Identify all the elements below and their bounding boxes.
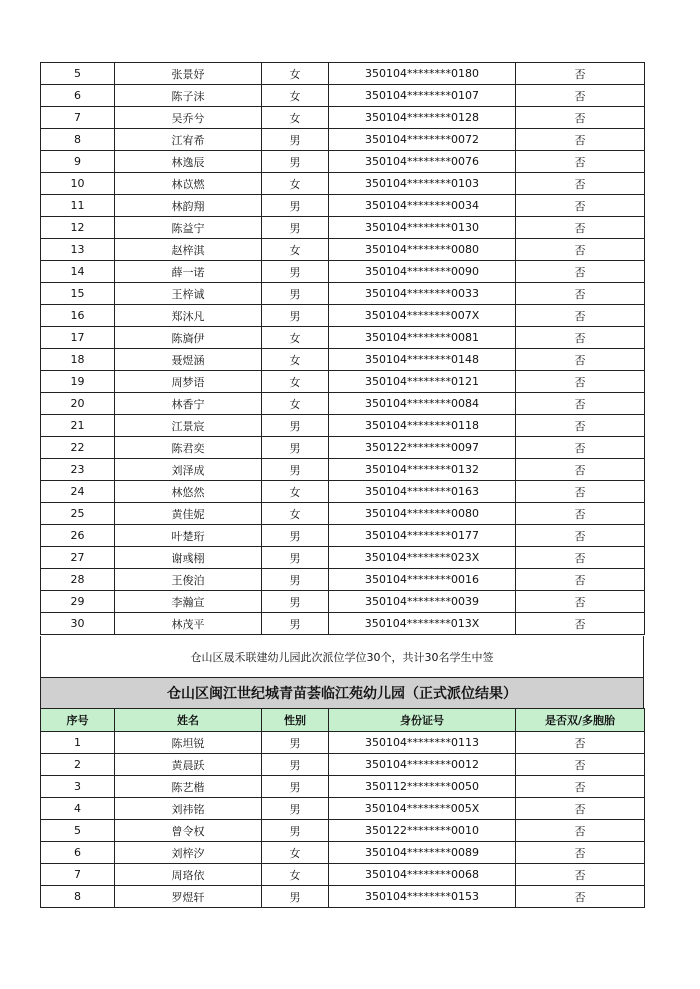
cell-no: 1 bbox=[41, 732, 115, 754]
cell-gender: 男 bbox=[262, 798, 329, 820]
cell-gender: 男 bbox=[262, 886, 329, 908]
cell-twins: 否 bbox=[516, 129, 645, 151]
cell-id: 350104********0107 bbox=[329, 85, 516, 107]
cell-name: 林香宁 bbox=[115, 393, 262, 415]
cell-twins: 否 bbox=[516, 371, 645, 393]
cell-no: 30 bbox=[41, 613, 115, 635]
cell-twins: 否 bbox=[516, 481, 645, 503]
cell-gender: 男 bbox=[262, 525, 329, 547]
cell-name: 陈益宁 bbox=[115, 217, 262, 239]
cell-id: 350104********0039 bbox=[329, 591, 516, 613]
cell-id: 350104********0090 bbox=[329, 261, 516, 283]
cell-name: 林逸辰 bbox=[115, 151, 262, 173]
cell-gender: 女 bbox=[262, 327, 329, 349]
cell-twins: 否 bbox=[516, 525, 645, 547]
cell-twins: 否 bbox=[516, 776, 645, 798]
cell-gender: 女 bbox=[262, 63, 329, 85]
cell-gender: 男 bbox=[262, 261, 329, 283]
table-row bbox=[41, 525, 645, 547]
cell-twins: 否 bbox=[516, 283, 645, 305]
cell-no: 23 bbox=[41, 459, 115, 481]
cell-no: 14 bbox=[41, 261, 115, 283]
table-row bbox=[41, 776, 645, 798]
cell-name: 聂煜涵 bbox=[115, 349, 262, 371]
cell-name: 陈君奕 bbox=[115, 437, 262, 459]
section-title: 仓山区闽江世纪城青苗荟临江苑幼儿园（正式派位结果） bbox=[40, 678, 644, 709]
table-row bbox=[41, 864, 645, 886]
cell-name: 刘祎铭 bbox=[115, 798, 262, 820]
cell-no: 8 bbox=[41, 886, 115, 908]
cell-gender: 男 bbox=[262, 129, 329, 151]
cell-twins: 否 bbox=[516, 195, 645, 217]
cell-twins: 否 bbox=[516, 459, 645, 481]
quota-note: 仓山区晟禾联建幼儿园此次派位学位30个，共计30名学生中签 bbox=[40, 636, 644, 678]
cell-name: 周梦语 bbox=[115, 371, 262, 393]
table-row bbox=[41, 503, 645, 525]
cell-id: 350104********0084 bbox=[329, 393, 516, 415]
cell-no: 16 bbox=[41, 305, 115, 327]
cell-name: 王俊泊 bbox=[115, 569, 262, 591]
results-table-new bbox=[40, 708, 645, 908]
cell-id: 350104********0016 bbox=[329, 569, 516, 591]
cell-twins: 否 bbox=[516, 107, 645, 129]
cell-name: 林茂平 bbox=[115, 613, 262, 635]
cell-no: 20 bbox=[41, 393, 115, 415]
table-row bbox=[41, 569, 645, 591]
header-gender: 性别 bbox=[262, 709, 329, 732]
cell-no: 6 bbox=[41, 85, 115, 107]
cell-no: 6 bbox=[41, 842, 115, 864]
table-row bbox=[41, 820, 645, 842]
cell-gender: 男 bbox=[262, 217, 329, 239]
cell-no: 28 bbox=[41, 569, 115, 591]
cell-gender: 女 bbox=[262, 85, 329, 107]
cell-gender: 男 bbox=[262, 754, 329, 776]
cell-id: 350104********0121 bbox=[329, 371, 516, 393]
cell-id: 350104********0089 bbox=[329, 842, 516, 864]
table-row bbox=[41, 886, 645, 908]
cell-id: 350122********0097 bbox=[329, 437, 516, 459]
table-header-row bbox=[41, 709, 645, 732]
cell-twins: 否 bbox=[516, 327, 645, 349]
cell-no: 27 bbox=[41, 547, 115, 569]
table-row bbox=[41, 798, 645, 820]
cell-gender: 女 bbox=[262, 481, 329, 503]
cell-name: 李瀚宣 bbox=[115, 591, 262, 613]
table-row bbox=[41, 732, 645, 754]
cell-gender: 女 bbox=[262, 393, 329, 415]
cell-twins: 否 bbox=[516, 173, 645, 195]
cell-id: 350104********0033 bbox=[329, 283, 516, 305]
cell-id: 350104********023X bbox=[329, 547, 516, 569]
table-row bbox=[41, 371, 645, 393]
cell-name: 刘梓汐 bbox=[115, 842, 262, 864]
cell-twins: 否 bbox=[516, 820, 645, 842]
cell-name: 陈旖伊 bbox=[115, 327, 262, 349]
table-row bbox=[41, 591, 645, 613]
cell-no: 3 bbox=[41, 776, 115, 798]
cell-no: 4 bbox=[41, 798, 115, 820]
cell-gender: 男 bbox=[262, 415, 329, 437]
cell-gender: 男 bbox=[262, 195, 329, 217]
cell-gender: 女 bbox=[262, 107, 329, 129]
cell-gender: 男 bbox=[262, 613, 329, 635]
header-id: 身份证号 bbox=[329, 709, 516, 732]
cell-no: 22 bbox=[41, 437, 115, 459]
table-row bbox=[41, 217, 645, 239]
table-row bbox=[41, 415, 645, 437]
cell-id: 350104********0118 bbox=[329, 415, 516, 437]
table-row bbox=[41, 754, 645, 776]
cell-id: 350104********0153 bbox=[329, 886, 516, 908]
cell-name: 陈坦锐 bbox=[115, 732, 262, 754]
table-row bbox=[41, 261, 645, 283]
cell-no: 24 bbox=[41, 481, 115, 503]
table-row bbox=[41, 481, 645, 503]
cell-twins: 否 bbox=[516, 85, 645, 107]
cell-id: 350104********0130 bbox=[329, 217, 516, 239]
cell-id: 350104********0081 bbox=[329, 327, 516, 349]
cell-no: 26 bbox=[41, 525, 115, 547]
cell-name: 吴乔兮 bbox=[115, 107, 262, 129]
cell-twins: 否 bbox=[516, 503, 645, 525]
cell-id: 350104********0080 bbox=[329, 503, 516, 525]
cell-name: 周珞依 bbox=[115, 864, 262, 886]
table-row bbox=[41, 129, 645, 151]
cell-name: 郑沐凡 bbox=[115, 305, 262, 327]
table-row bbox=[41, 305, 645, 327]
table-row bbox=[41, 349, 645, 371]
table-row bbox=[41, 327, 645, 349]
cell-gender: 女 bbox=[262, 239, 329, 261]
cell-twins: 否 bbox=[516, 261, 645, 283]
cell-no: 7 bbox=[41, 864, 115, 886]
results-table-continued bbox=[40, 62, 645, 635]
cell-name: 陈子沫 bbox=[115, 85, 262, 107]
cell-gender: 男 bbox=[262, 732, 329, 754]
cell-twins: 否 bbox=[516, 151, 645, 173]
cell-no: 9 bbox=[41, 151, 115, 173]
cell-name: 林韵翔 bbox=[115, 195, 262, 217]
table-row bbox=[41, 459, 645, 481]
cell-no: 21 bbox=[41, 415, 115, 437]
cell-twins: 否 bbox=[516, 886, 645, 908]
cell-gender: 女 bbox=[262, 503, 329, 525]
cell-gender: 男 bbox=[262, 547, 329, 569]
table-row bbox=[41, 151, 645, 173]
cell-name: 陈艺楷 bbox=[115, 776, 262, 798]
cell-id: 350112********0050 bbox=[329, 776, 516, 798]
table-row bbox=[41, 107, 645, 129]
cell-twins: 否 bbox=[516, 613, 645, 635]
cell-no: 5 bbox=[41, 820, 115, 842]
cell-id: 350104********013X bbox=[329, 613, 516, 635]
table-row bbox=[41, 613, 645, 635]
table-row bbox=[41, 63, 645, 85]
cell-id: 350104********005X bbox=[329, 798, 516, 820]
cell-name: 王梓诚 bbox=[115, 283, 262, 305]
header-name: 姓名 bbox=[115, 709, 262, 732]
cell-id: 350104********0103 bbox=[329, 173, 516, 195]
cell-id: 350104********0034 bbox=[329, 195, 516, 217]
cell-gender: 女 bbox=[262, 864, 329, 886]
cell-no: 2 bbox=[41, 754, 115, 776]
cell-id: 350104********0132 bbox=[329, 459, 516, 481]
cell-name: 曾令权 bbox=[115, 820, 262, 842]
cell-no: 18 bbox=[41, 349, 115, 371]
cell-name: 谢彧栩 bbox=[115, 547, 262, 569]
cell-gender: 男 bbox=[262, 459, 329, 481]
cell-id: 350104********0080 bbox=[329, 239, 516, 261]
cell-id: 350104********0180 bbox=[329, 63, 516, 85]
cell-name: 林悠然 bbox=[115, 481, 262, 503]
cell-twins: 否 bbox=[516, 415, 645, 437]
cell-twins: 否 bbox=[516, 864, 645, 886]
cell-name: 刘泽成 bbox=[115, 459, 262, 481]
cell-gender: 男 bbox=[262, 283, 329, 305]
cell-gender: 女 bbox=[262, 842, 329, 864]
results-table-body bbox=[41, 732, 645, 908]
cell-twins: 否 bbox=[516, 349, 645, 371]
cell-id: 350104********0177 bbox=[329, 525, 516, 547]
cell-gender: 男 bbox=[262, 151, 329, 173]
cell-id: 350104********0076 bbox=[329, 151, 516, 173]
cell-no: 13 bbox=[41, 239, 115, 261]
cell-twins: 否 bbox=[516, 393, 645, 415]
cell-id: 350104********0128 bbox=[329, 107, 516, 129]
cell-twins: 否 bbox=[516, 547, 645, 569]
table-row bbox=[41, 195, 645, 217]
table-row bbox=[41, 85, 645, 107]
cell-twins: 否 bbox=[516, 732, 645, 754]
cell-name: 江景宸 bbox=[115, 415, 262, 437]
cell-no: 5 bbox=[41, 63, 115, 85]
results-table-body bbox=[41, 63, 645, 635]
cell-gender: 男 bbox=[262, 776, 329, 798]
cell-gender: 男 bbox=[262, 569, 329, 591]
cell-id: 350104********0148 bbox=[329, 349, 516, 371]
cell-gender: 女 bbox=[262, 349, 329, 371]
cell-twins: 否 bbox=[516, 305, 645, 327]
cell-no: 25 bbox=[41, 503, 115, 525]
cell-id: 350104********0068 bbox=[329, 864, 516, 886]
cell-twins: 否 bbox=[516, 754, 645, 776]
cell-no: 12 bbox=[41, 217, 115, 239]
cell-gender: 女 bbox=[262, 371, 329, 393]
table-row bbox=[41, 239, 645, 261]
cell-gender: 女 bbox=[262, 173, 329, 195]
cell-gender: 男 bbox=[262, 437, 329, 459]
cell-id: 350104********0163 bbox=[329, 481, 516, 503]
table-row bbox=[41, 547, 645, 569]
cell-name: 叶楚珩 bbox=[115, 525, 262, 547]
cell-twins: 否 bbox=[516, 842, 645, 864]
cell-name: 黄佳妮 bbox=[115, 503, 262, 525]
cell-name: 林苡燃 bbox=[115, 173, 262, 195]
cell-twins: 否 bbox=[516, 591, 645, 613]
cell-id: 350104********0113 bbox=[329, 732, 516, 754]
cell-name: 黄晨跃 bbox=[115, 754, 262, 776]
cell-id: 350104********007X bbox=[329, 305, 516, 327]
header-twins: 是否双/多胞胎 bbox=[516, 709, 645, 732]
cell-no: 11 bbox=[41, 195, 115, 217]
cell-name: 赵梓淇 bbox=[115, 239, 262, 261]
cell-twins: 否 bbox=[516, 798, 645, 820]
cell-no: 15 bbox=[41, 283, 115, 305]
cell-name: 张景妤 bbox=[115, 63, 262, 85]
table-row bbox=[41, 173, 645, 195]
cell-id: 350122********0010 bbox=[329, 820, 516, 842]
table-row bbox=[41, 393, 645, 415]
cell-name: 江宥希 bbox=[115, 129, 262, 151]
cell-no: 8 bbox=[41, 129, 115, 151]
cell-gender: 男 bbox=[262, 305, 329, 327]
cell-name: 薛一诺 bbox=[115, 261, 262, 283]
cell-id: 350104********0012 bbox=[329, 754, 516, 776]
table-row bbox=[41, 437, 645, 459]
table-row bbox=[41, 842, 645, 864]
cell-twins: 否 bbox=[516, 217, 645, 239]
header-no: 序号 bbox=[41, 709, 115, 732]
cell-twins: 否 bbox=[516, 437, 645, 459]
cell-twins: 否 bbox=[516, 569, 645, 591]
cell-gender: 男 bbox=[262, 591, 329, 613]
cell-id: 350104********0072 bbox=[329, 129, 516, 151]
cell-name: 罗煜轩 bbox=[115, 886, 262, 908]
cell-twins: 否 bbox=[516, 239, 645, 261]
cell-twins: 否 bbox=[516, 63, 645, 85]
cell-no: 7 bbox=[41, 107, 115, 129]
cell-no: 19 bbox=[41, 371, 115, 393]
cell-no: 29 bbox=[41, 591, 115, 613]
cell-no: 17 bbox=[41, 327, 115, 349]
table-row bbox=[41, 283, 645, 305]
cell-gender: 男 bbox=[262, 820, 329, 842]
cell-no: 10 bbox=[41, 173, 115, 195]
